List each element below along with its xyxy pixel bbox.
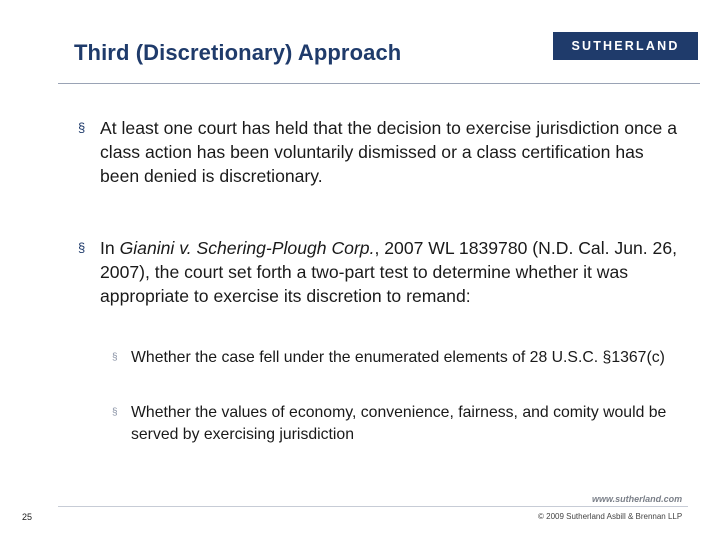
- title-divider: [58, 83, 700, 84]
- subbullet-2-text: Whether the values of economy, convenience, fairness, and comity would be served by exercising jurisdiction: [131, 404, 667, 443]
- subbullet-1-text: Whether the case fell under the enumerated elements of 28 U.S.C. §1367(c): [131, 349, 665, 366]
- website-link[interactable]: www.sutherland.com: [592, 494, 683, 504]
- footer-divider: [58, 506, 688, 507]
- subbullet-1: [112, 347, 676, 369]
- bullet-1: [78, 116, 680, 188]
- subbullet-marker-icon: §: [112, 407, 118, 418]
- bullet-marker-icon: §: [78, 240, 86, 255]
- subbullet-2: [112, 402, 676, 446]
- slide-title: Third (Discretionary) Approach: [74, 40, 402, 65]
- sutherland-logo: SUTHERLAND: [553, 32, 698, 60]
- bullet-1-text: At least one court has held that the decision to exercise jurisdiction once a class action has been voluntarily dismissed or a class certification has been denied is discretionary.: [100, 118, 678, 186]
- bullet-2-prefix: In: [100, 238, 120, 258]
- page-number: 25: [22, 512, 33, 522]
- case-name: Gianini v. Schering-Plough Corp.: [119, 238, 375, 258]
- bullet-2-suffix: , 2007 WL 1839780 (N.D. Cal. Jun. 26, 2007), the court set forth a two-part test to determine whether it was appropriate to exercise its discretion to remand:: [100, 238, 678, 306]
- subbullet-marker-icon: §: [112, 352, 118, 363]
- bullet-marker-icon: §: [78, 120, 86, 135]
- bullet-2: [78, 236, 690, 308]
- copyright-notice: © 2009 Sutherland Asbill & Brennan LLP: [538, 512, 683, 521]
